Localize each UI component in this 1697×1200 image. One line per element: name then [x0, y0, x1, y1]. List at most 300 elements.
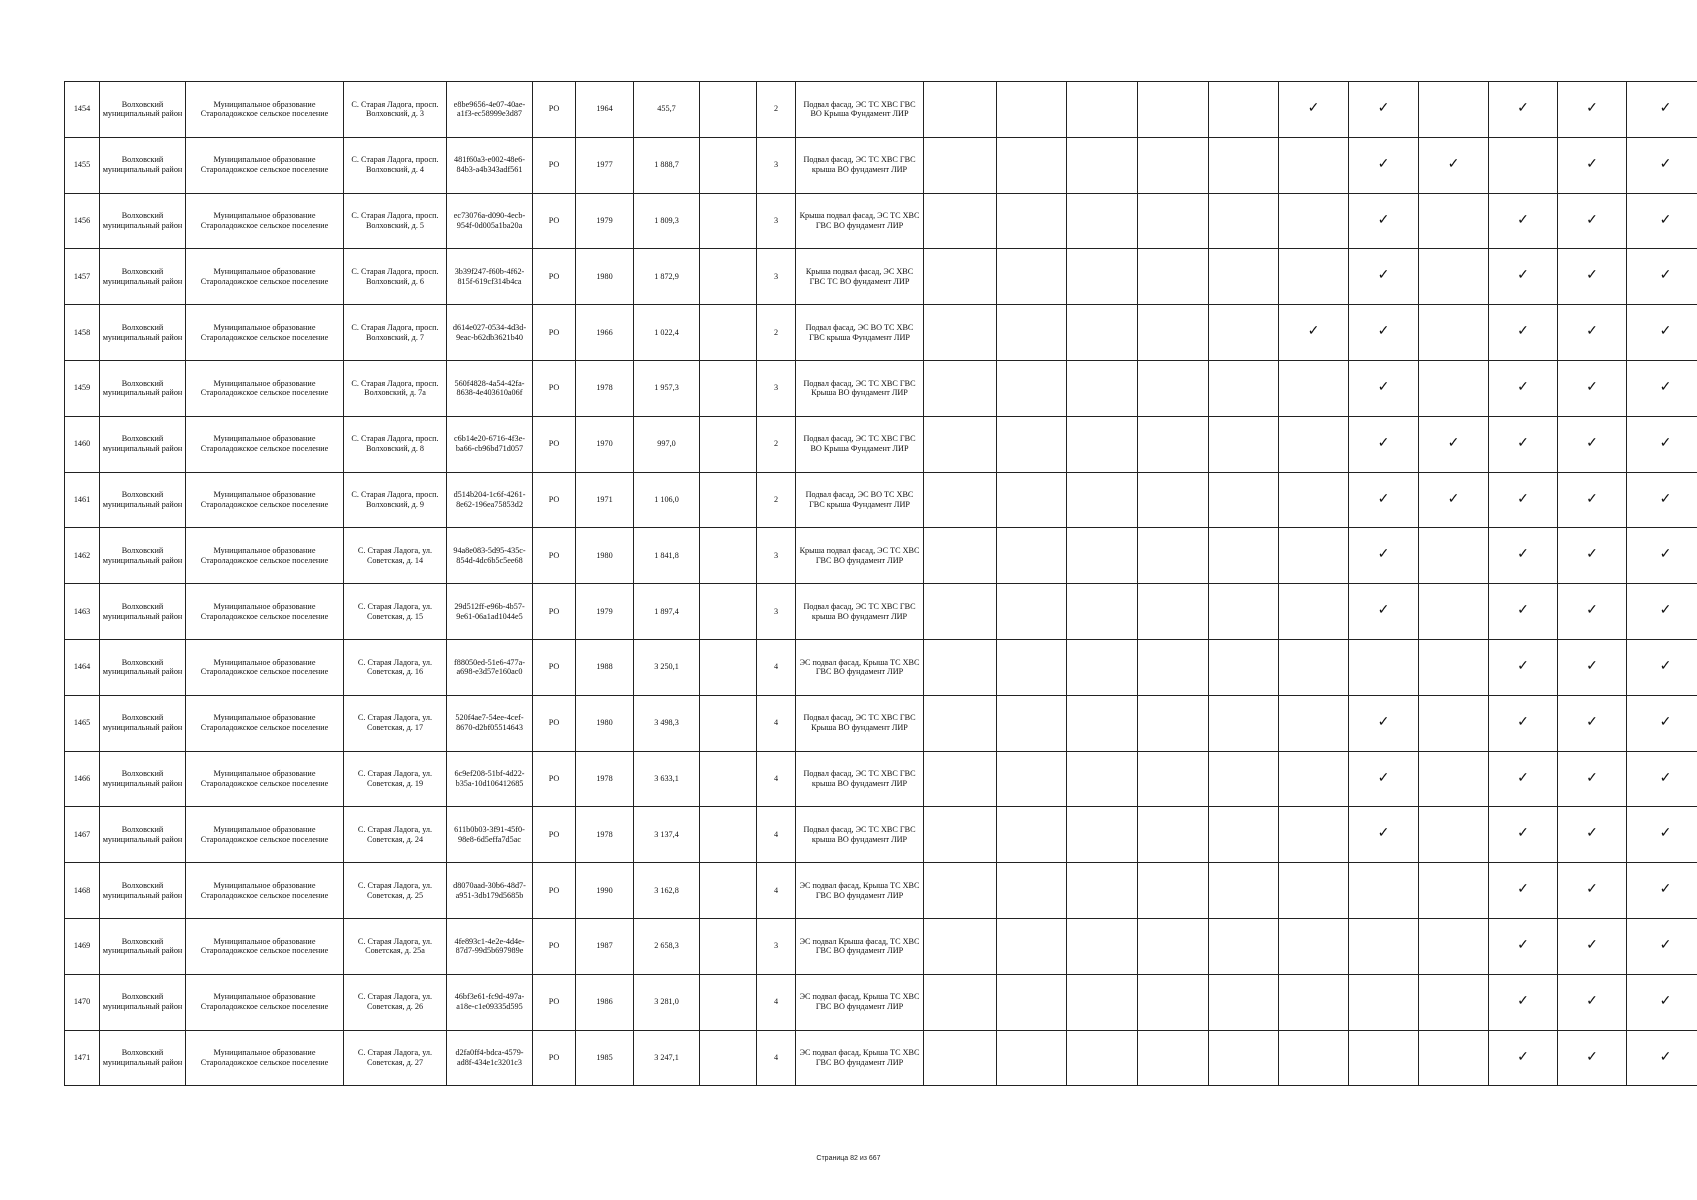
empty-cell [924, 249, 997, 305]
guid-cell: d614e027-0534-4d3d-9eac-b62db3621b40 [447, 305, 533, 361]
municipality-cell: Муниципальное образование Староладожское сельское поселение [186, 193, 344, 249]
row-number: 1460 [65, 416, 100, 472]
floors-cell: 3 [757, 528, 796, 584]
empty-cell [997, 82, 1067, 138]
area-cell: 3 281,0 [634, 974, 700, 1030]
build-year-cell: 1980 [576, 249, 634, 305]
empty-cell [1067, 863, 1138, 919]
empty-cell [1419, 193, 1489, 249]
area-cell: 3 498,3 [634, 695, 700, 751]
works-list-cell: Подвал фасад, ЭС ТС ХВС ГВС крыша ВО фундамент ЛИР [796, 584, 924, 640]
address-cell: С. Старая Ладога, ул. Советская, д. 24 [344, 807, 447, 863]
works-list-cell: ЭС подвал фасад, Крыша ТС ХВС ГВС ВО фундамент ЛИР [796, 863, 924, 919]
area-cell: 3 250,1 [634, 639, 700, 695]
check-mark: ✓ [1489, 751, 1558, 807]
check-mark: ✓ [1627, 82, 1697, 138]
district-cell: Волховский муниципальный район [100, 416, 186, 472]
ownership-form-cell: РО [533, 249, 576, 305]
works-list-cell: ЭС подвал фасад, Крыша ТС ХВС ГВС ВО фундамент ЛИР [796, 974, 924, 1030]
empty-cell [700, 918, 757, 974]
check-mark: ✓ [1627, 807, 1697, 863]
ownership-form-cell: РО [533, 584, 576, 640]
district-cell: Волховский муниципальный район [100, 528, 186, 584]
empty-cell [1138, 751, 1209, 807]
empty-cell [1138, 918, 1209, 974]
check-mark: ✓ [1349, 360, 1419, 416]
empty-cell [1209, 193, 1279, 249]
row-number: 1465 [65, 695, 100, 751]
empty-cell [1209, 1030, 1279, 1086]
empty-cell [1209, 974, 1279, 1030]
empty-cell [1138, 863, 1209, 919]
empty-cell [1067, 360, 1138, 416]
empty-cell [1209, 584, 1279, 640]
check-mark: ✓ [1419, 472, 1489, 528]
municipality-cell: Муниципальное образование Староладожское сельское поселение [186, 974, 344, 1030]
empty-cell [1067, 974, 1138, 1030]
works-list-cell: Крыша подвал фасад, ЭС ХВС ГВС ТС ВО фундамент ЛИР [796, 249, 924, 305]
guid-cell: c6b14e20-6716-4f3e-ba66-cb96bd71d057 [447, 416, 533, 472]
row-number: 1459 [65, 360, 100, 416]
empty-cell [1349, 918, 1419, 974]
works-list-cell: Подвал фасад, ЭС ТС ХВС ГВС ВО Крыша Фундамент ЛИР [796, 416, 924, 472]
municipality-cell: Муниципальное образование Староладожское сельское поселение [186, 807, 344, 863]
empty-cell [997, 639, 1067, 695]
build-year-cell: 1980 [576, 528, 634, 584]
check-mark: ✓ [1349, 416, 1419, 472]
check-mark: ✓ [1558, 1030, 1627, 1086]
municipality-cell: Муниципальное образование Староладожское сельское поселение [186, 305, 344, 361]
address-cell: С. Старая Ладога, просп. Волховский, д. 5 [344, 193, 447, 249]
empty-cell [1067, 528, 1138, 584]
district-cell: Волховский муниципальный район [100, 193, 186, 249]
address-cell: С. Старая Ладога, ул. Советская, д. 25 [344, 863, 447, 919]
empty-cell [924, 472, 997, 528]
table-row [65, 472, 1697, 528]
empty-cell [1419, 751, 1489, 807]
address-cell: С. Старая Ладога, ул. Советская, д. 16 [344, 639, 447, 695]
check-mark: ✓ [1558, 137, 1627, 193]
housing-registry-table [64, 81, 1697, 1086]
check-mark: ✓ [1279, 82, 1349, 138]
empty-cell [997, 751, 1067, 807]
empty-cell [1279, 695, 1349, 751]
works-list-cell: ЭС подвал фасад, Крыша ТС ХВС ГВС ВО фундамент ЛИР [796, 1030, 924, 1086]
municipality-cell: Муниципальное образование Староладожское сельское поселение [186, 360, 344, 416]
guid-cell: 29d512ff-e96b-4b57-9e61-06a1ad1044e5 [447, 584, 533, 640]
check-mark: ✓ [1489, 807, 1558, 863]
check-mark: ✓ [1489, 974, 1558, 1030]
empty-cell [1209, 695, 1279, 751]
district-cell: Волховский муниципальный район [100, 1030, 186, 1086]
address-cell: С. Старая Ладога, ул. Советская, д. 15 [344, 584, 447, 640]
empty-cell [1419, 360, 1489, 416]
check-mark: ✓ [1489, 249, 1558, 305]
table-row [65, 918, 1697, 974]
ownership-form-cell: РО [533, 305, 576, 361]
empty-cell [997, 974, 1067, 1030]
build-year-cell: 1987 [576, 918, 634, 974]
check-mark: ✓ [1627, 305, 1697, 361]
check-mark: ✓ [1419, 137, 1489, 193]
table-row [65, 1030, 1697, 1086]
build-year-cell: 1971 [576, 472, 634, 528]
check-mark: ✓ [1489, 639, 1558, 695]
guid-cell: 6c9ef208-51bf-4d22-b35a-10d106412685 [447, 751, 533, 807]
district-cell: Волховский муниципальный район [100, 360, 186, 416]
row-number: 1463 [65, 584, 100, 640]
check-mark: ✓ [1558, 305, 1627, 361]
empty-cell [1067, 305, 1138, 361]
check-mark: ✓ [1558, 82, 1627, 138]
address-cell: С. Старая Ладога, просп. Волховский, д. 7 [344, 305, 447, 361]
works-list-cell: Подвал фасад, ЭС ТС ХВС ГВС ВО Крыша Фундамент ЛИР [796, 82, 924, 138]
district-cell: Волховский муниципальный район [100, 863, 186, 919]
empty-cell [1209, 137, 1279, 193]
floors-cell: 3 [757, 137, 796, 193]
empty-cell [1209, 305, 1279, 361]
address-cell: С. Старая Ладога, ул. Советская, д. 25а [344, 918, 447, 974]
ownership-form-cell: РО [533, 472, 576, 528]
check-mark: ✓ [1489, 1030, 1558, 1086]
check-mark: ✓ [1627, 528, 1697, 584]
empty-cell [1279, 472, 1349, 528]
check-mark: ✓ [1627, 193, 1697, 249]
check-mark: ✓ [1558, 584, 1627, 640]
empty-cell [1138, 639, 1209, 695]
district-cell: Волховский муниципальный район [100, 918, 186, 974]
area-cell: 3 633,1 [634, 751, 700, 807]
check-mark: ✓ [1349, 82, 1419, 138]
check-mark: ✓ [1349, 751, 1419, 807]
empty-cell [997, 584, 1067, 640]
floors-cell: 4 [757, 974, 796, 1030]
address-cell: С. Старая Ладога, просп. Волховский, д. 9 [344, 472, 447, 528]
table-row [65, 82, 1697, 138]
check-mark: ✓ [1558, 695, 1627, 751]
empty-cell [700, 639, 757, 695]
empty-cell [1138, 137, 1209, 193]
check-mark: ✓ [1558, 416, 1627, 472]
empty-cell [924, 416, 997, 472]
empty-cell [997, 305, 1067, 361]
works-list-cell: Подвал фасад, ЭС ТС ХВС ГВС крыша ВО фундамент ЛИР [796, 807, 924, 863]
empty-cell [1067, 416, 1138, 472]
empty-cell [1279, 863, 1349, 919]
area-cell: 1 957,3 [634, 360, 700, 416]
guid-cell: 520f4ae7-54ee-4cef-8670-d2bf05514643 [447, 695, 533, 751]
municipality-cell: Муниципальное образование Староладожское сельское поселение [186, 528, 344, 584]
empty-cell [1419, 807, 1489, 863]
check-mark: ✓ [1349, 193, 1419, 249]
empty-cell [1419, 584, 1489, 640]
check-mark: ✓ [1349, 305, 1419, 361]
row-number: 1464 [65, 639, 100, 695]
district-cell: Волховский муниципальный район [100, 695, 186, 751]
address-cell: С. Старая Ладога, просп. Волховский, д. 4 [344, 137, 447, 193]
empty-cell [1419, 82, 1489, 138]
floors-cell: 4 [757, 863, 796, 919]
empty-cell [924, 807, 997, 863]
empty-cell [997, 863, 1067, 919]
ownership-form-cell: РО [533, 416, 576, 472]
check-mark: ✓ [1627, 639, 1697, 695]
municipality-cell: Муниципальное образование Староладожское сельское поселение [186, 695, 344, 751]
floors-cell: 2 [757, 82, 796, 138]
row-number: 1458 [65, 305, 100, 361]
check-mark: ✓ [1558, 360, 1627, 416]
empty-cell [1067, 249, 1138, 305]
empty-cell [924, 193, 997, 249]
works-list-cell: Подвал фасад, ЭС ТС ХВС ГВС крыша ВО фундамент ЛИР [796, 751, 924, 807]
empty-cell [1279, 751, 1349, 807]
empty-cell [924, 305, 997, 361]
build-year-cell: 1986 [576, 974, 634, 1030]
floors-cell: 4 [757, 751, 796, 807]
check-mark: ✓ [1558, 918, 1627, 974]
area-cell: 3 137,4 [634, 807, 700, 863]
works-list-cell: ЭС подвал Крыша фасад, ТС ХВС ГВС ВО фундамент ЛИР [796, 918, 924, 974]
floors-cell: 4 [757, 639, 796, 695]
check-mark: ✓ [1558, 807, 1627, 863]
row-number: 1457 [65, 249, 100, 305]
works-list-cell: Крыша подвал фасад, ЭС ТС ХВС ГВС ВО фундамент ЛИР [796, 528, 924, 584]
address-cell: С. Старая Ладога, ул. Советская, д. 14 [344, 528, 447, 584]
table-row [65, 695, 1697, 751]
check-mark: ✓ [1627, 360, 1697, 416]
works-list-cell: Подвал фасад, ЭС ТС ХВС ГВС крыша ВО фундамент ЛИР [796, 137, 924, 193]
works-list-cell: Подвал фасад, ЭС ТС ХВС ГВС Крыша ВО фундамент ЛИР [796, 360, 924, 416]
address-cell: С. Старая Ладога, просп. Волховский, д. 8 [344, 416, 447, 472]
check-mark: ✓ [1558, 528, 1627, 584]
empty-cell [1138, 695, 1209, 751]
table-row [65, 528, 1697, 584]
empty-cell [1419, 695, 1489, 751]
check-mark: ✓ [1558, 974, 1627, 1030]
area-cell: 1 841,8 [634, 528, 700, 584]
district-cell: Волховский муниципальный район [100, 249, 186, 305]
empty-cell [700, 193, 757, 249]
check-mark: ✓ [1489, 918, 1558, 974]
check-mark: ✓ [1558, 472, 1627, 528]
area-cell: 3 162,8 [634, 863, 700, 919]
empty-cell [700, 695, 757, 751]
floors-cell: 3 [757, 193, 796, 249]
empty-cell [924, 584, 997, 640]
check-mark: ✓ [1349, 695, 1419, 751]
ownership-form-cell: РО [533, 974, 576, 1030]
municipality-cell: Муниципальное образование Староладожское сельское поселение [186, 863, 344, 919]
empty-cell [1209, 863, 1279, 919]
address-cell: С. Старая Ладога, ул. Советская, д. 19 [344, 751, 447, 807]
check-mark: ✓ [1489, 416, 1558, 472]
works-list-cell: Подвал фасад, ЭС ВО ТС ХВС ГВС крыша Фундамент ЛИР [796, 305, 924, 361]
check-mark: ✓ [1627, 695, 1697, 751]
check-mark: ✓ [1349, 528, 1419, 584]
check-mark: ✓ [1489, 528, 1558, 584]
municipality-cell: Муниципальное образование Староладожское сельское поселение [186, 1030, 344, 1086]
empty-cell [1419, 249, 1489, 305]
row-number: 1469 [65, 918, 100, 974]
floors-cell: 3 [757, 918, 796, 974]
guid-cell: f88050ed-51e6-477a-a698-e3d57e160ac0 [447, 639, 533, 695]
floors-cell: 2 [757, 472, 796, 528]
check-mark: ✓ [1279, 305, 1349, 361]
empty-cell [1138, 472, 1209, 528]
empty-cell [1279, 807, 1349, 863]
empty-cell [1138, 416, 1209, 472]
empty-cell [700, 472, 757, 528]
empty-cell [1419, 528, 1489, 584]
ownership-form-cell: РО [533, 639, 576, 695]
build-year-cell: 1970 [576, 416, 634, 472]
check-mark: ✓ [1349, 137, 1419, 193]
empty-cell [1209, 751, 1279, 807]
check-mark: ✓ [1489, 584, 1558, 640]
empty-cell [1489, 137, 1558, 193]
row-number: 1461 [65, 472, 100, 528]
row-number: 1466 [65, 751, 100, 807]
floors-cell: 4 [757, 1030, 796, 1086]
floors-cell: 4 [757, 695, 796, 751]
empty-cell [1209, 918, 1279, 974]
empty-cell [1209, 416, 1279, 472]
empty-cell [1209, 528, 1279, 584]
empty-cell [1209, 249, 1279, 305]
check-mark: ✓ [1489, 472, 1558, 528]
empty-cell [1279, 528, 1349, 584]
table-row [65, 974, 1697, 1030]
build-year-cell: 1978 [576, 360, 634, 416]
district-cell: Волховский муниципальный район [100, 137, 186, 193]
guid-cell: d2fa0ff4-bdca-4579-ad8f-434e1c3201c3 [447, 1030, 533, 1086]
area-cell: 2 658,3 [634, 918, 700, 974]
table-row [65, 193, 1697, 249]
empty-cell [997, 695, 1067, 751]
check-mark: ✓ [1349, 807, 1419, 863]
build-year-cell: 1966 [576, 305, 634, 361]
guid-cell: ec73076a-d090-4ecb-954f-0d005a1ba20a [447, 193, 533, 249]
build-year-cell: 1988 [576, 639, 634, 695]
table-row [65, 305, 1697, 361]
check-mark: ✓ [1558, 639, 1627, 695]
check-mark: ✓ [1489, 863, 1558, 919]
build-year-cell: 1964 [576, 82, 634, 138]
guid-cell: d8070aad-30b6-48d7-a951-3db179d5685b [447, 863, 533, 919]
address-cell: С. Старая Ладога, просп. Волховский, д. 3 [344, 82, 447, 138]
empty-cell [1067, 639, 1138, 695]
works-list-cell: Крыша подвал фасад, ЭС ТС ХВС ГВС ВО фундамент ЛИР [796, 193, 924, 249]
empty-cell [1138, 360, 1209, 416]
empty-cell [1067, 584, 1138, 640]
check-mark: ✓ [1349, 584, 1419, 640]
empty-cell [700, 528, 757, 584]
check-mark: ✓ [1627, 751, 1697, 807]
empty-cell [1349, 1030, 1419, 1086]
empty-cell [1209, 82, 1279, 138]
empty-cell [1067, 82, 1138, 138]
table-row [65, 137, 1697, 193]
empty-cell [700, 416, 757, 472]
guid-cell: 3b39f247-f60b-4f62-815f-619cf314b4ca [447, 249, 533, 305]
empty-cell [924, 528, 997, 584]
municipality-cell: Муниципальное образование Староладожское сельское поселение [186, 918, 344, 974]
empty-cell [997, 193, 1067, 249]
empty-cell [1349, 639, 1419, 695]
empty-cell [924, 863, 997, 919]
empty-cell [1279, 639, 1349, 695]
check-mark: ✓ [1627, 863, 1697, 919]
ownership-form-cell: РО [533, 1030, 576, 1086]
empty-cell [1419, 863, 1489, 919]
ownership-form-cell: РО [533, 360, 576, 416]
check-mark: ✓ [1489, 193, 1558, 249]
empty-cell [997, 360, 1067, 416]
empty-cell [700, 751, 757, 807]
empty-cell [1209, 360, 1279, 416]
row-number: 1455 [65, 137, 100, 193]
floors-cell: 2 [757, 416, 796, 472]
area-cell: 1 872,9 [634, 249, 700, 305]
table-row [65, 360, 1697, 416]
empty-cell [1419, 1030, 1489, 1086]
row-number: 1468 [65, 863, 100, 919]
empty-cell [1419, 974, 1489, 1030]
floors-cell: 2 [757, 305, 796, 361]
check-mark: ✓ [1558, 863, 1627, 919]
area-cell: 1 106,0 [634, 472, 700, 528]
empty-cell [700, 807, 757, 863]
district-cell: Волховский муниципальный район [100, 472, 186, 528]
ownership-form-cell: РО [533, 82, 576, 138]
row-number: 1462 [65, 528, 100, 584]
guid-cell: e8be9656-4e07-40ae-a1f3-ec58999e3d87 [447, 82, 533, 138]
empty-cell [1138, 249, 1209, 305]
empty-cell [924, 974, 997, 1030]
guid-cell: 94a8e083-5d95-435c-854d-4dc6b5c5ee68 [447, 528, 533, 584]
build-year-cell: 1985 [576, 1030, 634, 1086]
ownership-form-cell: РО [533, 193, 576, 249]
table-row [65, 584, 1697, 640]
address-cell: С. Старая Ладога, ул. Советская, д. 26 [344, 974, 447, 1030]
row-number: 1456 [65, 193, 100, 249]
empty-cell [1067, 807, 1138, 863]
municipality-cell: Муниципальное образование Староладожское сельское поселение [186, 472, 344, 528]
district-cell: Волховский муниципальный район [100, 751, 186, 807]
build-year-cell: 1979 [576, 193, 634, 249]
empty-cell [700, 863, 757, 919]
empty-cell [700, 974, 757, 1030]
build-year-cell: 1977 [576, 137, 634, 193]
empty-cell [1138, 193, 1209, 249]
area-cell: 1 809,3 [634, 193, 700, 249]
empty-cell [700, 1030, 757, 1086]
empty-cell [997, 918, 1067, 974]
empty-cell [1279, 918, 1349, 974]
empty-cell [997, 137, 1067, 193]
table-row [65, 249, 1697, 305]
check-mark: ✓ [1558, 249, 1627, 305]
row-number: 1470 [65, 974, 100, 1030]
empty-cell [1209, 472, 1279, 528]
municipality-cell: Муниципальное образование Староладожское сельское поселение [186, 584, 344, 640]
check-mark: ✓ [1627, 472, 1697, 528]
area-cell: 3 247,1 [634, 1030, 700, 1086]
empty-cell [1067, 472, 1138, 528]
table-row [65, 807, 1697, 863]
build-year-cell: 1979 [576, 584, 634, 640]
empty-cell [1138, 528, 1209, 584]
